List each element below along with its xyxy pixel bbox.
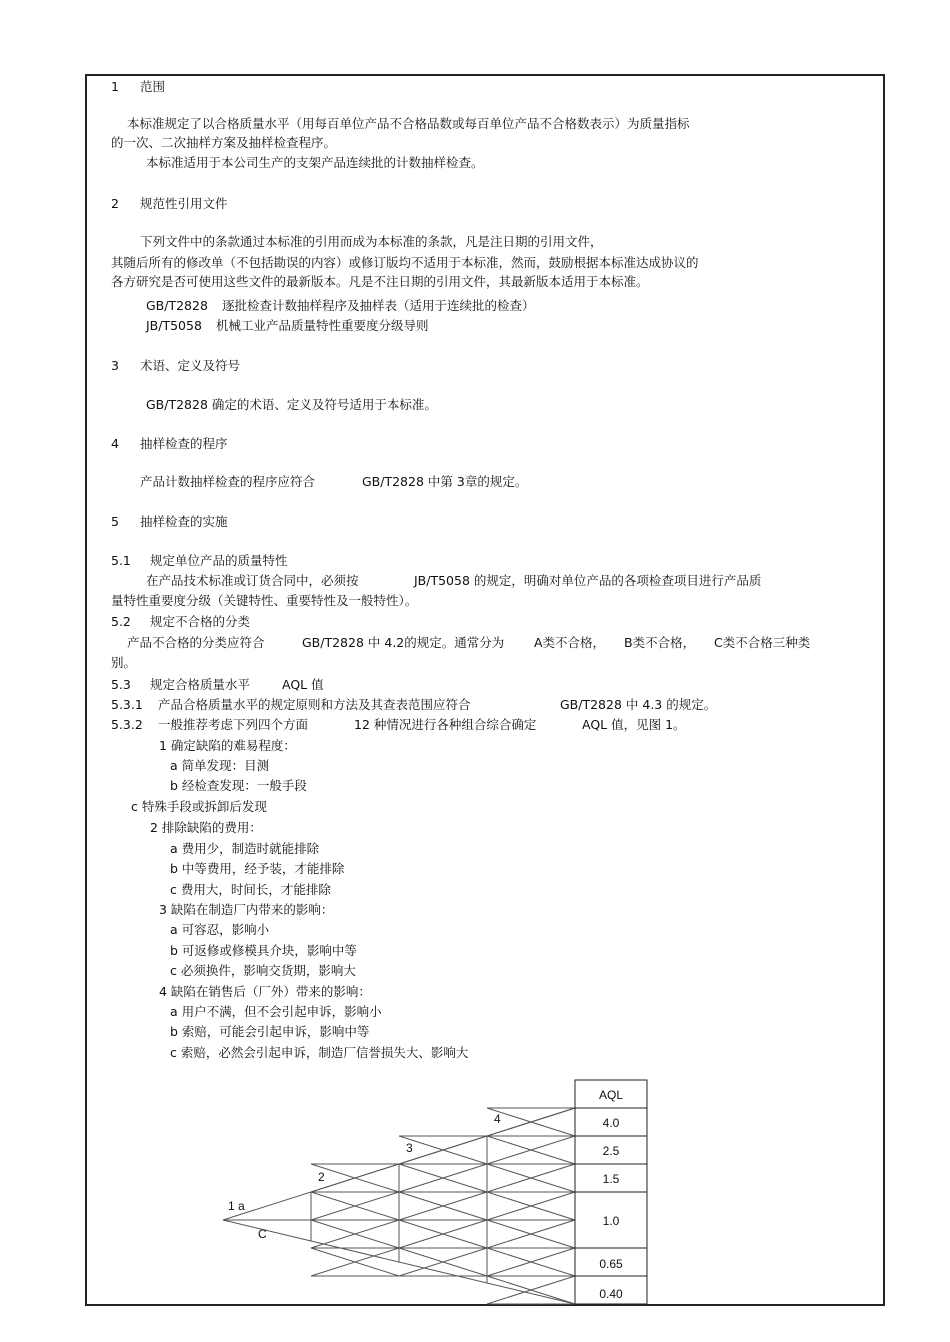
stage-label-3: 3 [406, 1141, 413, 1155]
stage-label-2: 2 [318, 1170, 325, 1184]
section-5-1-paragraph-c: 量特性重要度分级（关键特性、重要特性及一般特性）。 [111, 593, 418, 608]
factor-3-a: a 可容忍，影响小 [170, 922, 270, 937]
section-3-number: 3 [111, 358, 119, 373]
section-5-3-2-text-a: 一般推荐考虑下列四个方面 [158, 717, 309, 732]
section-2-paragraph-cont: 其随后所有的修改单（不包括勘误的内容）或修订版均不适用于本标准，然而，鼓励根据本标准达成协议的 [111, 255, 699, 270]
aql-value-5: 0.40 [599, 1287, 623, 1301]
aql-value-3: 1.0 [602, 1214, 620, 1228]
origin-label: 1 a [228, 1199, 245, 1213]
factor-1-a: a 简单发现：目测 [170, 758, 270, 773]
section-5-1-number: 5.1 [111, 553, 131, 568]
aql-value-2: 1.5 [602, 1172, 620, 1186]
factor-4: 4 缺陷在销售后（厂外）带来的影响： [159, 984, 371, 999]
aql-value-1: 2.5 [602, 1144, 620, 1158]
section-1-title: 范围 [140, 79, 166, 94]
section-5-2-class-c: C类不合格三种类 [714, 635, 811, 650]
factor-2-c: c 费用大，时间长，才能排除 [170, 882, 331, 897]
section-2-paragraph-cont2: 各方研究是否可使用这些文件的最新版本。凡是不注日期的引用文件，其最新版本适用于本标准。 [111, 274, 649, 289]
section-5-1-title: 规定单位产品的质量特性 [150, 553, 288, 568]
section-5-3-number: 5.3 [111, 677, 131, 692]
factor-1-b: b 经检查发现：一般手段 [170, 778, 307, 793]
section-4-paragraph-a: 产品计数抽样检查的程序应符合 [140, 474, 316, 489]
reference-2-title: 机械工业产品质量特性重要度分级导则 [216, 318, 429, 333]
section-5-2-paragraph-b: GB/T2828 中 4.2的规定。通常分为 [302, 635, 505, 650]
reference-2-code: JB/T5058 [146, 318, 202, 333]
section-3-title: 术语、定义及符号 [140, 358, 241, 373]
factor-2: 2 排除缺陷的费用： [150, 820, 262, 835]
aql-header: AQL [598, 1088, 624, 1102]
section-5-1-paragraph-a: 在产品技术标准或订货合同中，必须按 [146, 573, 359, 588]
section-5-3-1-text-b: GB/T2828 中 4.3 的规定。 [560, 697, 717, 712]
section-2-title: 规范性引用文件 [140, 196, 228, 211]
section-3-paragraph: GB/T2828 确定的术语、定义及符号适用于本标准。 [146, 397, 437, 412]
section-2-number: 2 [111, 196, 119, 211]
section-5-3-1-text-a: 产品合格质量水平的规定原则和方法及其查表范围应符合 [158, 697, 471, 712]
section-5-2-title: 规定不合格的分类 [150, 614, 251, 629]
section-5-3-2-text-b: 12 种情况进行各种组合综合确定 [354, 717, 537, 732]
factor-4-b: b 索赔，可能会引起申诉，影响中等 [170, 1024, 370, 1039]
reference-1-title: 逐批检查计数抽样程序及抽样表（适用于连续批的检查） [222, 298, 535, 313]
section-4-number: 4 [111, 436, 119, 451]
factor-4-a: a 用户不满，但不会引起申诉，影响小 [170, 1004, 382, 1019]
reference-1-code: GB/T2828 [146, 298, 208, 313]
section-4-paragraph-b: GB/T2828 中第 3章的规定。 [362, 474, 528, 489]
section-5-3-2-text-c: AQL 值，见图 1。 [582, 717, 686, 732]
section-5-2-number: 5.2 [111, 614, 131, 629]
section-5-1-paragraph-b: JB/T5058 的规定，明确对单位产品的各项检查项目进行产品质 [414, 573, 762, 588]
factor-3-b: b 可返修或修模具介块，影响中等 [170, 943, 357, 958]
section-5-title: 抽样检查的实施 [140, 514, 228, 529]
stage-label-4: 4 [494, 1112, 501, 1126]
section-5-3-title: 规定合格质量水平 [150, 677, 251, 692]
factor-3-c: c 必须换件，影响交货期，影响大 [170, 963, 356, 978]
section-5-2-paragraph-end: 别。 [111, 655, 137, 670]
factor-2-b: b 中等费用，经予装，才能排除 [170, 861, 345, 876]
factor-1: 1 确定缺陷的难易程度： [159, 738, 296, 753]
aql-value-0: 4.0 [602, 1116, 620, 1130]
section-5-3-2-number: 5.3.2 [111, 717, 143, 732]
section-5-2-paragraph-a: 产品不合格的分类应符合 [127, 635, 265, 650]
c-label: C [258, 1227, 267, 1241]
section-2-paragraph: 下列文件中的条款通过本标准的引用而成为本标准的条款，凡是注日期的引用文件， [140, 234, 603, 249]
section-5-2-class-b: B类不合格， [624, 635, 696, 650]
aql-value-4: 0.65 [599, 1257, 623, 1271]
section-5-3-1-number: 5.3.1 [111, 697, 143, 712]
section-5-3-aql: AQL 值 [282, 677, 324, 692]
section-1-paragraph-cont: 的一次、二次抽样方案及抽样检查程序。 [111, 135, 337, 150]
factor-4-c: c 索赔，必然会引起申诉，制造厂信誉损失大、影响大 [170, 1045, 469, 1060]
section-4-title: 抽样检查的程序 [140, 436, 228, 451]
factor-2-a: a 费用少，制造时就能排除 [170, 841, 320, 856]
factor-3: 3 缺陷在制造厂内带来的影响： [159, 902, 334, 917]
section-5-number: 5 [111, 514, 119, 529]
section-1-scope: 本标准适用于本公司生产的支架产品连续批的计数抽样检查。 [146, 155, 484, 170]
section-5-2-class-a: A类不合格， [534, 635, 606, 650]
factor-1-c: c 特殊手段或拆卸后发现 [131, 799, 267, 814]
section-1-number: 1 [111, 79, 119, 94]
section-1-paragraph: 本标准规定了以合格质量水平（用每百单位产品不合格品数或每百单位产品不合格数表示）为质量指标 [127, 116, 690, 131]
